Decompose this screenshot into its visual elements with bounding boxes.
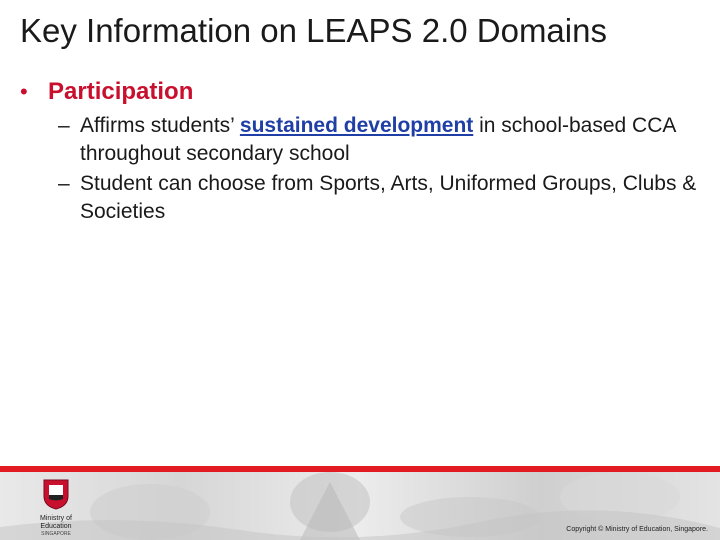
logo-subcaption: SINGAPORE: [41, 531, 71, 537]
moe-logo: [26, 478, 86, 538]
sub-bullet-item: [58, 170, 710, 226]
highlight-link[interactable]: sustained development: [239, 114, 474, 137]
bullet-item: [20, 78, 710, 106]
sub-bullet-text: [80, 112, 710, 168]
sub-bullet-item: [58, 112, 710, 168]
sub-text-pre: Affirms students’: [80, 114, 240, 137]
logo-caption: Ministry of Education: [40, 515, 72, 530]
slide-title: Key Information on LEAPS 2.0 Domains: [20, 12, 607, 49]
crest-icon: [41, 478, 71, 510]
sub-bullet-list: [58, 112, 710, 226]
bullet-marker: •: [20, 79, 28, 104]
dash-marker: –: [58, 114, 70, 137]
sub-text-post: in school-based CCA throughout secondary school: [80, 114, 676, 165]
dash-marker: –: [58, 172, 70, 195]
sub-bullet-text: Student can choose from Sports, Arts, Uniformed Groups, Clubs & Societies: [80, 172, 697, 223]
copyright-text: Copyright © Ministry of Education, Singapore.: [566, 526, 708, 533]
bullet-text-participation: Participation: [48, 78, 194, 105]
slide-body: [20, 78, 710, 228]
